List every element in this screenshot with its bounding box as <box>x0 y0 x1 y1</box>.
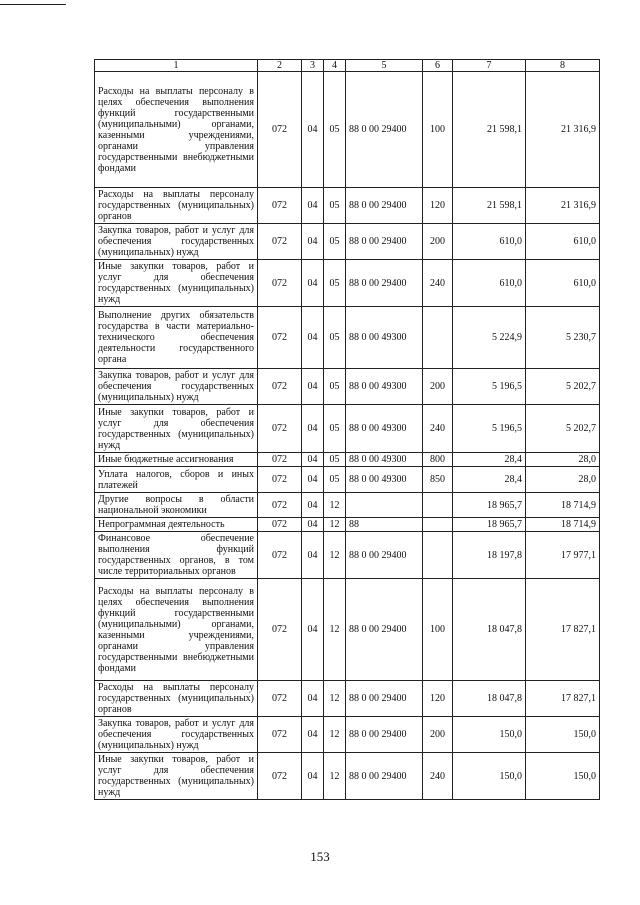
amount-year-2: 5 202,7 <box>526 369 600 405</box>
expense-type-code: 120 <box>423 681 453 717</box>
amount-year-2: 610,0 <box>526 224 600 260</box>
row-name: Иные закупки товаров, работ и услуг для обеспечения государственных (муниципальных) нужд <box>95 260 258 307</box>
header-cell: 8 <box>526 60 600 72</box>
subsection-code: 05 <box>324 307 346 369</box>
header-cell: 5 <box>346 60 423 72</box>
subsection-code: 12 <box>324 753 346 800</box>
target-article-code <box>346 493 423 518</box>
amount-year-2: 17 827,1 <box>526 579 600 681</box>
section-code: 04 <box>302 72 324 188</box>
expense-type-code: 240 <box>423 753 453 800</box>
amount-year-2: 18 714,9 <box>526 493 600 518</box>
amount-year-2: 150,0 <box>526 717 600 753</box>
section-code: 04 <box>302 493 324 518</box>
target-article-code: 88 0 00 29400 <box>346 224 423 260</box>
target-article-code: 88 0 00 49300 <box>346 467 423 493</box>
section-code: 04 <box>302 307 324 369</box>
target-article-code: 88 0 00 29400 <box>346 72 423 188</box>
amount-year-1: 5 224,9 <box>453 307 526 369</box>
expense-type-code <box>423 307 453 369</box>
subsection-code: 05 <box>324 467 346 493</box>
row-name: Иные закупки товаров, работ и услуг для обеспечения государственных (муниципальных) нужд <box>95 753 258 800</box>
expense-type-code: 240 <box>423 405 453 453</box>
section-code: 04 <box>302 369 324 405</box>
amount-year-2: 18 714,9 <box>526 518 600 532</box>
table-row <box>95 405 600 453</box>
column-number-row <box>95 60 600 72</box>
section-code: 04 <box>302 453 324 467</box>
row-name: Уплата налогов, сборов и иных платежей <box>95 467 258 493</box>
admin-code: 072 <box>258 72 302 188</box>
row-name: Финансовое обеспечение выполнения функций государственных органов, в том числе территориальных органов <box>95 532 258 579</box>
row-name: Расходы на выплаты персоналу государственных (муниципальных) органов <box>95 188 258 224</box>
admin-code: 072 <box>258 579 302 681</box>
amount-year-1: 28,4 <box>453 467 526 493</box>
admin-code: 072 <box>258 405 302 453</box>
target-article-code: 88 0 00 49300 <box>346 405 423 453</box>
subsection-code: 05 <box>324 260 346 307</box>
table-row <box>95 518 600 532</box>
amount-year-2: 21 316,9 <box>526 188 600 224</box>
target-article-code: 88 0 00 29400 <box>346 681 423 717</box>
expense-type-code: 120 <box>423 188 453 224</box>
table-row <box>95 532 600 579</box>
section-code: 04 <box>302 717 324 753</box>
row-name: Закупка товаров, работ и услуг для обеспечения государственных (муниципальных) нужд <box>95 717 258 753</box>
subsection-code: 05 <box>324 369 346 405</box>
expense-type-code: 200 <box>423 369 453 405</box>
target-article-code: 88 0 00 29400 <box>346 717 423 753</box>
table-row <box>95 369 600 405</box>
target-article-code: 88 0 00 49300 <box>346 369 423 405</box>
row-name: Выполнение других обязательств государства в части материально-технического обеспечения деятельности государственного органа <box>95 307 258 369</box>
amount-year-1: 21 598,1 <box>453 188 526 224</box>
admin-code: 072 <box>258 518 302 532</box>
section-code: 04 <box>302 467 324 493</box>
section-code: 04 <box>302 532 324 579</box>
table-row <box>95 453 600 467</box>
amount-year-1: 610,0 <box>453 260 526 307</box>
admin-code: 072 <box>258 753 302 800</box>
target-article-code: 88 0 00 29400 <box>346 753 423 800</box>
expense-type-code: 850 <box>423 467 453 493</box>
admin-code: 072 <box>258 224 302 260</box>
amount-year-2: 5 230,7 <box>526 307 600 369</box>
admin-code: 072 <box>258 493 302 518</box>
admin-code: 072 <box>258 453 302 467</box>
section-code: 04 <box>302 579 324 681</box>
section-code: 04 <box>302 260 324 307</box>
amount-year-1: 5 196,5 <box>453 369 526 405</box>
amount-year-2: 610,0 <box>526 260 600 307</box>
expense-type-code: 100 <box>423 72 453 188</box>
budget-table <box>94 59 600 800</box>
table-row <box>95 72 600 188</box>
section-code: 04 <box>302 681 324 717</box>
section-code: 04 <box>302 518 324 532</box>
amount-year-2: 21 316,9 <box>526 72 600 188</box>
subsection-code: 05 <box>324 72 346 188</box>
row-name: Закупка товаров, работ и услуг для обеспечения государственных (муниципальных) нужд <box>95 369 258 405</box>
target-article-code: 88 0 00 29400 <box>346 579 423 681</box>
table-row <box>95 753 600 800</box>
section-code: 04 <box>302 188 324 224</box>
amount-year-1: 18 965,7 <box>453 493 526 518</box>
subsection-code: 05 <box>324 224 346 260</box>
expense-type-code <box>423 532 453 579</box>
section-code: 04 <box>302 753 324 800</box>
admin-code: 072 <box>258 369 302 405</box>
subsection-code: 05 <box>324 405 346 453</box>
row-name: Иные закупки товаров, работ и услуг для обеспечения государственных (муниципальных) нужд <box>95 405 258 453</box>
header-cell: 7 <box>453 60 526 72</box>
expense-type-code: 200 <box>423 717 453 753</box>
amount-year-1: 21 598,1 <box>453 72 526 188</box>
target-article-code: 88 <box>346 518 423 532</box>
expense-type-code <box>423 518 453 532</box>
amount-year-1: 18 047,8 <box>453 579 526 681</box>
target-article-code: 88 0 00 49300 <box>346 307 423 369</box>
table-row <box>95 260 600 307</box>
amount-year-2: 5 202,7 <box>526 405 600 453</box>
subsection-code: 05 <box>324 453 346 467</box>
admin-code: 072 <box>258 717 302 753</box>
admin-code: 072 <box>258 307 302 369</box>
subsection-code: 12 <box>324 518 346 532</box>
amount-year-1: 610,0 <box>453 224 526 260</box>
row-name: Другие вопросы в области национальной экономики <box>95 493 258 518</box>
target-article-code: 88 0 00 29400 <box>346 532 423 579</box>
amount-year-1: 18 197,8 <box>453 532 526 579</box>
amount-year-1: 150,0 <box>453 717 526 753</box>
subsection-code: 12 <box>324 493 346 518</box>
expense-type-code: 800 <box>423 453 453 467</box>
subsection-code: 12 <box>324 579 346 681</box>
amount-year-2: 17 977,1 <box>526 532 600 579</box>
table-row <box>95 579 600 681</box>
subsection-code: 12 <box>324 717 346 753</box>
expense-type-code: 200 <box>423 224 453 260</box>
table-row <box>95 467 600 493</box>
table-row <box>95 681 600 717</box>
target-article-code: 88 0 00 49300 <box>346 453 423 467</box>
row-name: Иные бюджетные ассигнования <box>95 453 258 467</box>
target-article-code: 88 0 00 29400 <box>346 260 423 307</box>
amount-year-2: 150,0 <box>526 753 600 800</box>
header-cell: 4 <box>324 60 346 72</box>
table-row <box>95 717 600 753</box>
target-article-code: 88 0 00 29400 <box>346 188 423 224</box>
row-name: Непрограммная деятельность <box>95 518 258 532</box>
table-row <box>95 224 600 260</box>
page-number: 153 <box>310 849 330 864</box>
amount-year-1: 150,0 <box>453 753 526 800</box>
subsection-code: 12 <box>324 532 346 579</box>
row-name: Расходы на выплаты персоналу в целях обеспечения выполнения функций государственными (муниципальными) органами, казенными учреждениями, органами управления государственными внебюджетными фондами <box>95 579 258 681</box>
amount-year-1: 18 047,8 <box>453 681 526 717</box>
expense-type-code: 240 <box>423 260 453 307</box>
admin-code: 072 <box>258 260 302 307</box>
header-cell: 1 <box>95 60 258 72</box>
header-cell: 6 <box>423 60 453 72</box>
table-row <box>95 188 600 224</box>
amount-year-2: 28,0 <box>526 467 600 493</box>
amount-year-2: 17 827,1 <box>526 681 600 717</box>
section-code: 04 <box>302 405 324 453</box>
row-name: Расходы на выплаты персоналу в целях обеспечения выполнения функций государственными (муниципальными) органами, казенными учреждениями, органами управления государственными внебюджетными фондами <box>95 72 258 188</box>
amount-year-1: 28,4 <box>453 453 526 467</box>
expense-type-code <box>423 493 453 518</box>
subsection-code: 12 <box>324 681 346 717</box>
amount-year-1: 5 196,5 <box>453 405 526 453</box>
expense-type-code: 100 <box>423 579 453 681</box>
header-cell: 2 <box>258 60 302 72</box>
section-code: 04 <box>302 224 324 260</box>
admin-code: 072 <box>258 532 302 579</box>
row-name: Закупка товаров, работ и услуг для обеспечения государственных (муниципальных) нужд <box>95 224 258 260</box>
table-row <box>95 307 600 369</box>
header-rule <box>0 4 66 5</box>
admin-code: 072 <box>258 681 302 717</box>
amount-year-1: 18 965,7 <box>453 518 526 532</box>
admin-code: 072 <box>258 188 302 224</box>
table-row <box>95 493 600 518</box>
row-name: Расходы на выплаты персоналу государственных (муниципальных) органов <box>95 681 258 717</box>
subsection-code: 05 <box>324 188 346 224</box>
header-cell: 3 <box>302 60 324 72</box>
amount-year-2: 28,0 <box>526 453 600 467</box>
admin-code: 072 <box>258 467 302 493</box>
